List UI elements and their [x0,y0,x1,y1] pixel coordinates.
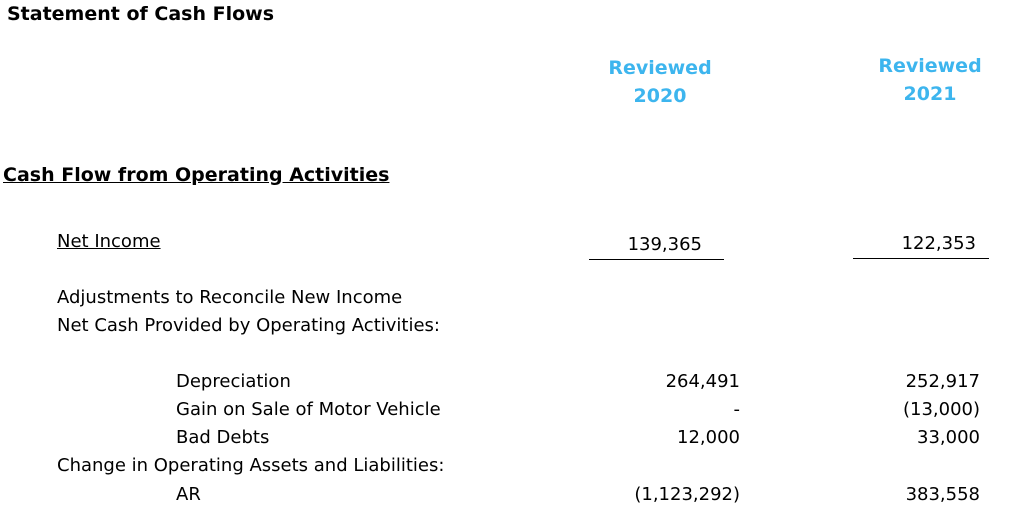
gain-on-sale-label: Gain on Sale of Motor Vehicle [176,399,441,420]
net-income-2021-value: 122,353 [901,233,976,254]
ar-label: AR [176,484,201,505]
change-in-operating-label: Change in Operating Assets and Liabilities: [57,455,445,476]
depreciation-2021-value: 252,917 [905,371,980,392]
net-income-2020-value: 139,365 [627,234,702,255]
bad-debts-2021-value: 33,000 [917,427,980,448]
ar-2021-value: 383,558 [905,484,980,505]
column-header-2021-line1: Reviewed [878,55,982,77]
adjustments-label-line2: Net Cash Provided by Operating Activities: [57,315,440,336]
statement-title: Statement of Cash Flows [7,3,275,25]
bad-debts-label: Bad Debts [176,427,270,448]
bad-debts-2020-value: 12,000 [677,427,740,448]
column-header-2020-line1: Reviewed [608,57,712,79]
depreciation-label: Depreciation [176,371,291,392]
section-title-operating-activities: Cash Flow from Operating Activities [3,164,390,186]
depreciation-2020-value: 264,491 [665,371,740,392]
column-header-2021-line2: 2021 [903,83,957,105]
net-income-label: Net Income [57,231,161,252]
ar-2020-value: (1,123,292) [634,484,740,505]
net-income-2021-rule [853,258,989,259]
adjustments-label-line1: Adjustments to Reconcile New Income [57,287,403,308]
column-header-2020-line2: 2020 [633,85,687,107]
column-header-2020 [600,54,720,110]
gain-on-sale-2020-value: - [733,399,740,420]
column-header-2021 [870,52,990,108]
gain-on-sale-2021-value: (13,000) [902,399,980,420]
net-income-2020-rule [589,259,724,260]
